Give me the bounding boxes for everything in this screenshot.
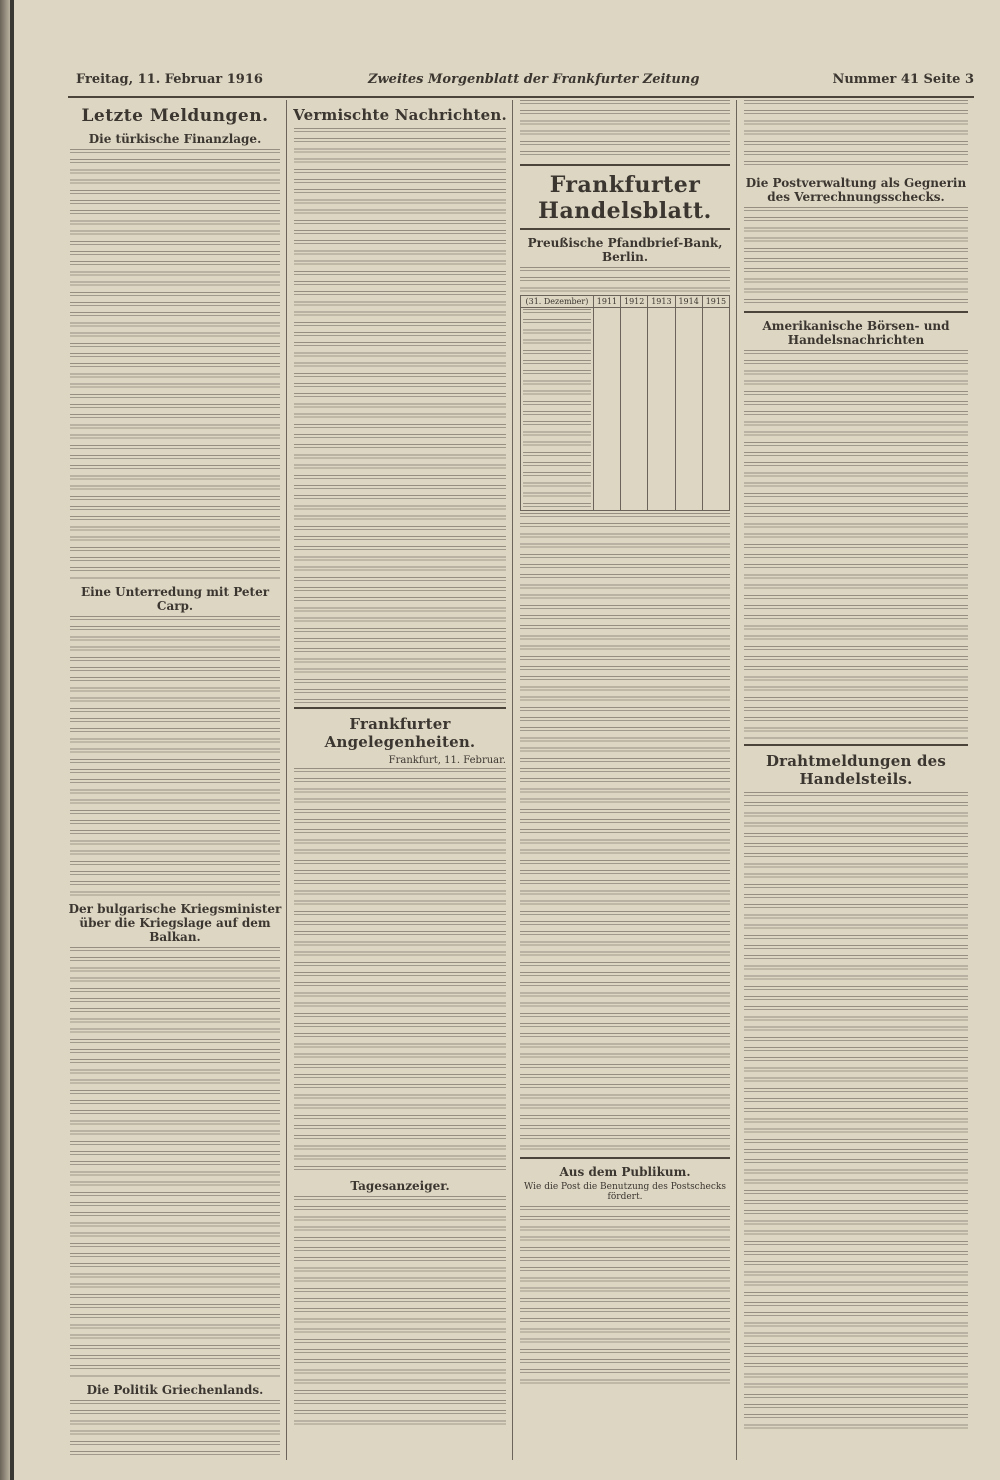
section-title: Aus dem Publikum. — [559, 1165, 691, 1179]
column-rule — [512, 100, 513, 1460]
column-3 — [516, 100, 734, 1460]
column-4 — [740, 100, 972, 1460]
column-heading: Vermischte Nachrichten. — [293, 106, 507, 124]
masthead-date: Freitag, 11. Februar 1916 — [76, 72, 263, 87]
dateline: Frankfurt, 11. Februar. — [388, 755, 506, 766]
section-title: Die Politik Griechenlands. — [86, 1383, 264, 1397]
article-text — [70, 616, 280, 896]
article-text — [744, 100, 968, 170]
separator — [744, 311, 968, 313]
separator — [294, 707, 506, 709]
separator — [520, 1157, 730, 1159]
article-text — [520, 100, 730, 160]
separator — [744, 744, 968, 746]
section-title: Amerikanische Börsen- und Handelsnachrichten — [762, 319, 950, 347]
section-title: Preußische Pfandbrief-Bank, Berlin. — [527, 236, 723, 264]
article-text — [520, 267, 730, 293]
table-header: 1915 — [702, 296, 729, 308]
article-text — [744, 350, 968, 740]
section-title: Die türkische Finanzlage. — [88, 132, 262, 146]
article-text — [70, 1400, 280, 1460]
article-text — [744, 207, 968, 307]
section-subtitle: Wie die Post die Benutzung des Postschecks fördert. — [524, 1182, 726, 1202]
table-header: 1912 — [621, 296, 648, 308]
article-text — [294, 768, 506, 1173]
table-header-row — [521, 296, 730, 308]
article-text — [520, 1206, 730, 1386]
column-2 — [290, 100, 510, 1460]
article-text — [70, 947, 280, 1377]
page-edge — [0, 0, 10, 1480]
table-header: 1914 — [675, 296, 702, 308]
section-title: Der bulgarische Kriegsminister über die Kriegslage auf dem Balkan. — [68, 902, 282, 944]
handelsblatt-heading: Frankfurter Handelsblatt. — [538, 172, 712, 224]
section-title: Die Postverwaltung als Gegnerin des Verrechnungsschecks. — [745, 176, 967, 204]
balance-table — [520, 295, 730, 511]
separator — [520, 228, 730, 230]
separator — [520, 164, 730, 166]
column-1 — [66, 100, 284, 1460]
newspaper-page — [14, 0, 1000, 1480]
article-text — [70, 149, 280, 579]
table-header: (31. Dezember) — [521, 296, 594, 308]
table-header: 1913 — [648, 296, 675, 308]
column-rule — [736, 100, 737, 1460]
section-title: Eine Unterredung mit Peter Carp. — [80, 585, 270, 613]
article-text — [294, 128, 506, 703]
article-text — [294, 1196, 506, 1426]
article-text — [520, 513, 730, 1153]
table-header: 1911 — [593, 296, 620, 308]
column-heading: Letzte Meldungen. — [81, 106, 269, 126]
table-body — [521, 308, 730, 511]
agenda-title: Tagesanzeiger. — [350, 1179, 450, 1193]
column-heading: Frankfurter Angelegenheiten. — [324, 715, 476, 751]
masthead-paper-title: Zweites Morgenblatt der Frankfurter Zeitung — [368, 72, 700, 87]
column-rule — [286, 100, 287, 1460]
masthead — [68, 66, 974, 98]
article-text — [744, 792, 968, 1432]
masthead-issue: Nummer 41 Seite 3 — [832, 72, 974, 87]
column-heading: Drahtmeldungen des Handelsteils. — [765, 752, 947, 788]
